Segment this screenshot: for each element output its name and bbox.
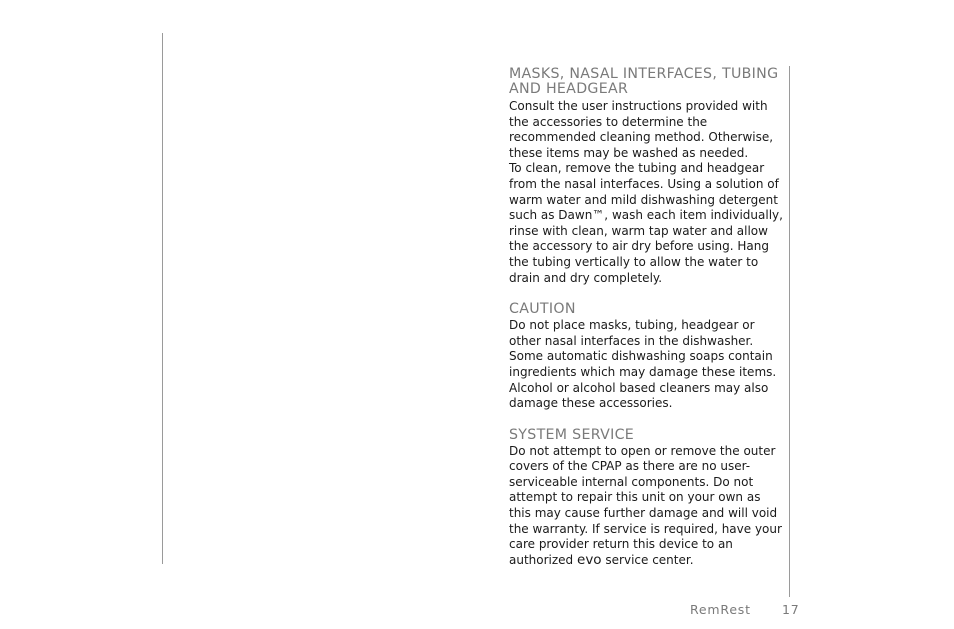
brand-name: evo xyxy=(577,551,602,568)
page-number: 17 xyxy=(782,602,800,617)
paragraph-service xyxy=(509,444,785,569)
section-service xyxy=(509,428,785,569)
section-heading-caution: CAUTION xyxy=(509,301,576,318)
section-heading-service: SYSTEM SERVICE xyxy=(509,426,635,443)
service-text-end: service center. xyxy=(605,552,694,567)
section-caution xyxy=(509,302,785,412)
service-text: Do not attempt to open or remove the outer covers of the CPAP as there are no user-serviceable internal components. Do not attempt to repair this unit on your own as this may cause further damage and will void the warranty. If service is required, have your care provider return this device to an authorized xyxy=(509,443,782,567)
paragraph-to-clean: To clean, remove the tubing and headgear from the nasal interfaces. Using a solution of warm water and mild dishwashing detergent such as Dawn™, wash each item individually, rinse with clean, warm tap water and allow the accessory to air dry before using. Hang the tubing vertically to allow the water to drain and dry completely. xyxy=(509,161,783,285)
left-margin-rule xyxy=(162,33,163,564)
section-heading-masks: MASKS, NASAL INTERFACES, TUBING AND HEADGEAR xyxy=(509,66,779,97)
paragraph-consult: Consult the user instructions provided with the accessories to determine the recommended cleaning method. Otherwise, these items may be washed as needed. xyxy=(509,99,774,160)
paragraph-caution: Do not place masks, tubing, headgear or other nasal interfaces in the dishwasher. Some automatic dishwashing soaps contain ingredients which may damage these items. Alcohol or alcohol based cleaners may also damage these accessories. xyxy=(509,318,777,411)
text-column xyxy=(509,66,785,568)
footer-product-name: RemRest xyxy=(690,602,751,617)
right-margin-rule xyxy=(789,66,790,597)
section-masks xyxy=(509,67,785,286)
